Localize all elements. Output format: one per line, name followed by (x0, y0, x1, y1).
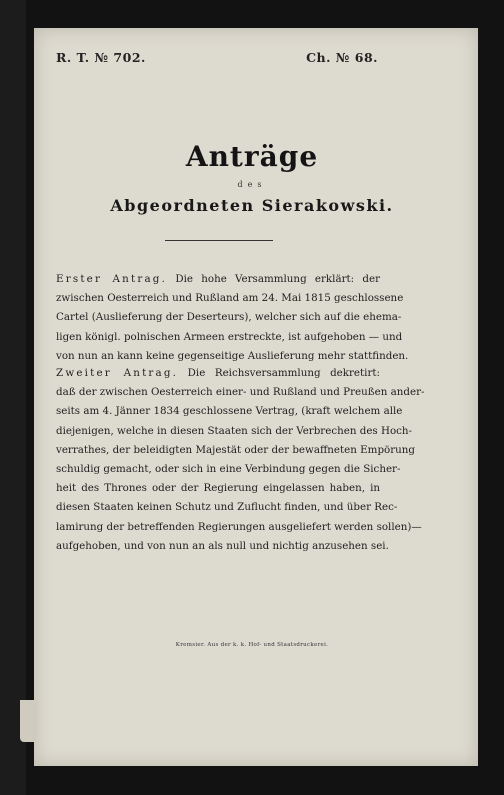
paragraph-line: Erster Antrag. Die hohe Versammlung erklärt: der (56, 273, 380, 285)
header-reference-right: Ch. № 68. (306, 50, 378, 65)
printer-imprint: Kremsier. Aus der k. k. Hof- und Staatsdruckerei. (175, 642, 329, 648)
paragraph-line: ligen königl. polnischen Armeen erstreckte, ist aufgehoben — und (56, 330, 403, 343)
motion-label: Zweiter Antrag. (56, 367, 179, 379)
paragraph-line: seits am 4. Jänner 1834 geschlossene Vertrag, (kraft welchem alle (56, 405, 403, 418)
paragraph-line: von nun an kann keine gegenseitige Auslieferung mehr stattfinden. (56, 349, 409, 362)
subtitle-article: des (237, 180, 267, 189)
paragraph-line: Zweiter Antrag. Die Reichsversammlung dekretirt: (56, 367, 380, 379)
paragraph-line: diesen Staaten keinen Schutz und Zuflucht finden, und über Rec- (56, 501, 398, 514)
document-title: Anträge (185, 140, 319, 173)
title-divider (165, 240, 273, 241)
motion-label: Erster Antrag. (56, 273, 168, 285)
paragraph-line: diejenigen, welche in diesen Staaten sich der Verbrechen des Hoch- (56, 424, 413, 437)
paragraph-line: zwischen Oesterreich und Rußland am 24. Mai 1815 geschlossene (56, 292, 404, 305)
document-subtitle: Abgeordneten Sierakowski. (110, 196, 394, 215)
document-header (56, 50, 378, 65)
paragraph-line: lamirung der betreffenden Regierungen ausgeliefert werden sollen)— (56, 520, 422, 533)
paragraph-second-motion (56, 364, 425, 556)
scan-background-edge (0, 0, 26, 795)
paragraph-line: heit des Thrones oder der Regierung eingelassen haben, in (56, 482, 380, 495)
paragraph-line: aufgehoben, und von nun an als null und nichtig anzusehen sei. (56, 539, 389, 552)
paragraph-line: Cartel (Auslieferung der Deserteurs), welcher sich auf die ehema- (56, 311, 402, 324)
header-reference-left: R. T. № 702. (56, 50, 146, 65)
paragraph-line: daß der zwischen Oesterreich einer- und Rußland und Preußen ander- (56, 386, 425, 399)
paragraph-first-motion (56, 270, 409, 366)
paragraph-line: verrathes, der beleidigten Majestät oder der bewaffneten Empörung (56, 443, 416, 456)
paragraph-line: schuldig gemacht, oder sich in eine Verbindung gegen die Sicher- (56, 463, 401, 476)
